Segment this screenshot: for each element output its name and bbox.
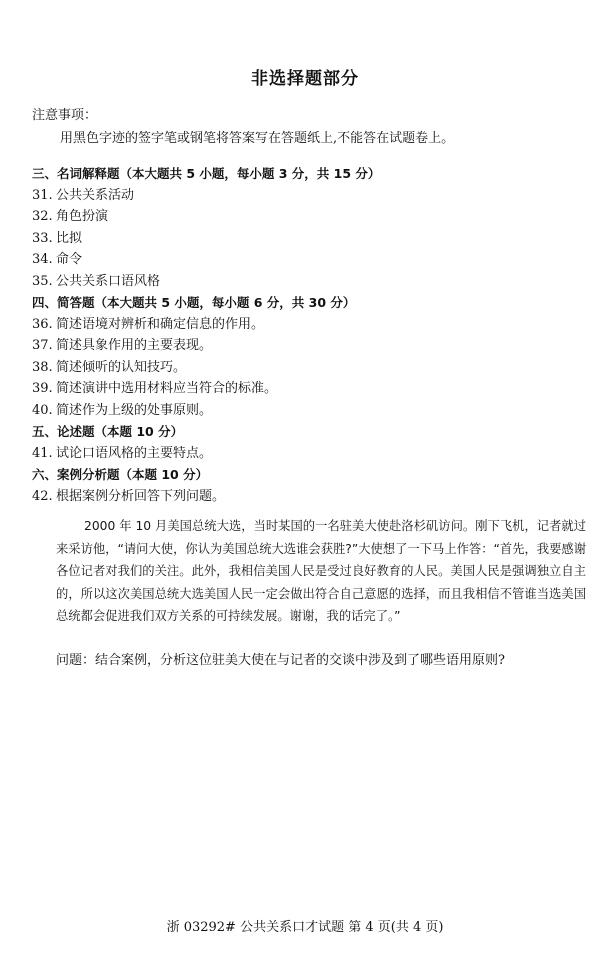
question-item (32, 486, 582, 508)
question-item (32, 378, 582, 400)
question-number: 35. (32, 273, 53, 289)
page-title: 非选择题部分 (251, 69, 359, 89)
question-number: 39. (32, 381, 53, 396)
question-number: 32. (32, 209, 53, 224)
question-text: 根据案例分析回答下列问题。 (56, 488, 226, 504)
question-text: 简述语境对辨析和确定信息的作用。 (56, 316, 265, 332)
question-number: 38. (32, 359, 53, 375)
section-heading: 六、案例分析题（本题 10 分） (32, 467, 209, 482)
question-text: 试论口语风格的主要特点。 (56, 445, 213, 461)
question-text: 简述演讲中选用材料应当符合的标准。 (56, 381, 278, 396)
question-item (32, 357, 582, 379)
question-text: 角色扮演 (56, 209, 109, 224)
question-text: 简述倾听的认知技巧。 (56, 359, 187, 375)
section-heading: 五、论述题（本题 10 分） (32, 424, 184, 439)
section-heading: 四、简答题（本大题共 5 小题，每小题 6 分，共 30 分） (32, 295, 356, 310)
question-number: 42. (32, 488, 53, 504)
question-item (32, 314, 582, 336)
question-text: 公共关系活动 (56, 187, 135, 203)
question-number: 41. (32, 445, 53, 461)
question-item (32, 185, 582, 207)
question-number: 31. (32, 187, 53, 203)
question-number: 40. (32, 402, 53, 418)
question-item (32, 249, 582, 271)
case-question: 问题：结合案例，分析这位驻美大使在与记者的交谈中涉及到了哪些语用原则? (56, 653, 505, 668)
section-heading: 三、名词解释题（本大题共 5 小题，每小题 3 分，共 15 分） (32, 166, 381, 181)
question-item (32, 443, 582, 465)
question-text: 公共关系口语风格 (56, 273, 161, 289)
page-footer: 浙 03292# 公共关系口才试题 第 4 页(共 4 页) (166, 920, 444, 935)
question-item (32, 335, 582, 357)
question-text: 比拟 (56, 230, 83, 246)
question-number: 36. (32, 316, 53, 332)
question-text: 简述作为上级的处事原则。 (56, 402, 213, 418)
question-item (32, 400, 582, 422)
question-number: 37. (32, 338, 53, 353)
section-term-explanation (32, 163, 582, 507)
notice-heading: 注意事项： (32, 108, 98, 123)
question-number: 34. (32, 252, 53, 267)
question-text: 命令 (56, 252, 83, 267)
question-item (32, 228, 582, 250)
question-item (32, 206, 582, 228)
question-text: 简述具象作用的主要表现。 (56, 338, 213, 353)
question-number: 33. (32, 230, 53, 246)
notice-text: 用黑色字迹的签字笔或钢笔将答案写在答题纸上,不能答在试题卷上。 (60, 131, 455, 146)
question-item (32, 271, 582, 293)
case-text: 2000 年 10 月美国总统大选，当时某国的一名驻美大使赴洛杉矶访问。刚下飞机，记者就过来采访他，“请问大使，你认为美国总统大选谁会获胜?”大使想了一下马上作答：“首先，我要感谢各位记者对我们的关注。此外，我相信美国人民是受过良好教育的人民。美国人民是强调独立自主的，所以这次美国总统大选美国人民一定会做出符合自己意愿的选择，而且我相信不管谁当选美国总统都会促进我们双方关系的可持续发展。谢谢，我的话完了。” (56, 519, 586, 623)
